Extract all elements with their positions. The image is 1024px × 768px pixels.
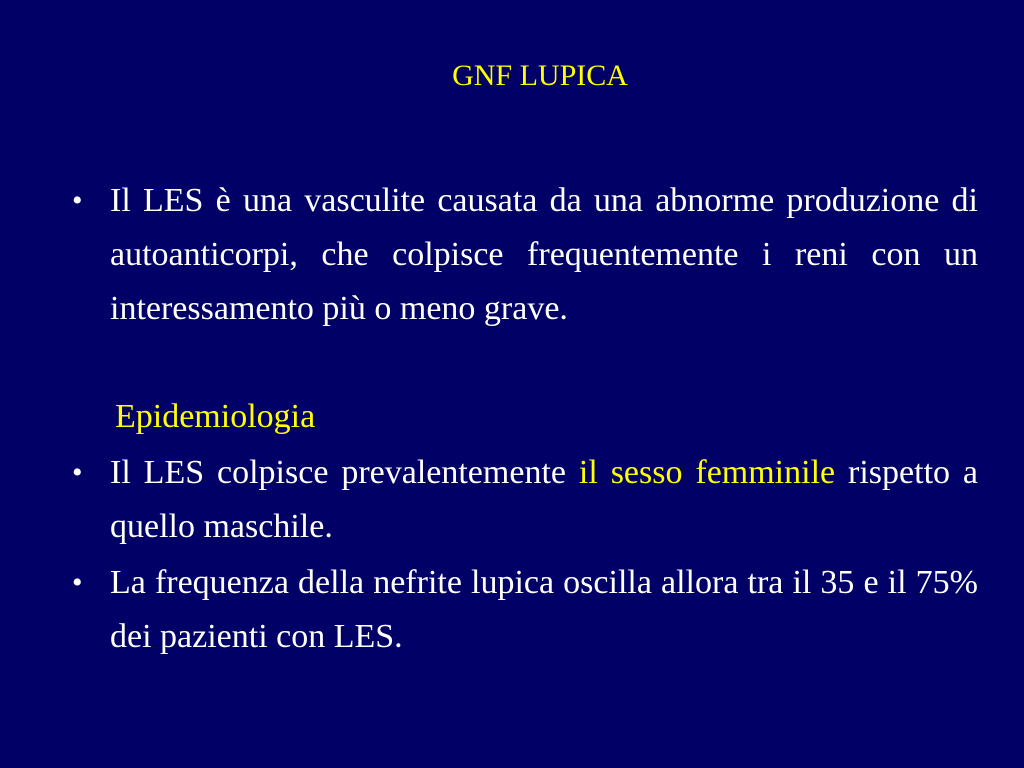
bullet-item (72, 556, 978, 664)
bullet-text-part: Il LES colpisce prevalentemente (110, 454, 579, 491)
bullet-text: La frequenza della nefrite lupica oscilla allora tra il 35 e il 75% dei pazienti con LES. (110, 564, 978, 655)
bullet-item (72, 174, 978, 390)
bullet-dot-icon: • (72, 456, 83, 489)
section-subheading: Epidemiologia (115, 398, 316, 435)
bullet-text-part: rispetto a quello maschile. (110, 454, 979, 545)
bullet-item (72, 446, 978, 554)
bullet-dot-icon: • (72, 184, 83, 217)
bullet-text (110, 446, 978, 554)
highlighted-text: il sesso femminile (578, 454, 836, 491)
slide-content (72, 174, 978, 664)
slide-title: GNF LUPICA (452, 59, 628, 92)
bullet-text: Il LES è una vasculite causata da una abnorme produzione di autoanticorpi, che colpisce frequentemente i reni con un interessamento più o meno grave. (110, 182, 978, 327)
bullet-dot-icon: • (72, 566, 83, 599)
